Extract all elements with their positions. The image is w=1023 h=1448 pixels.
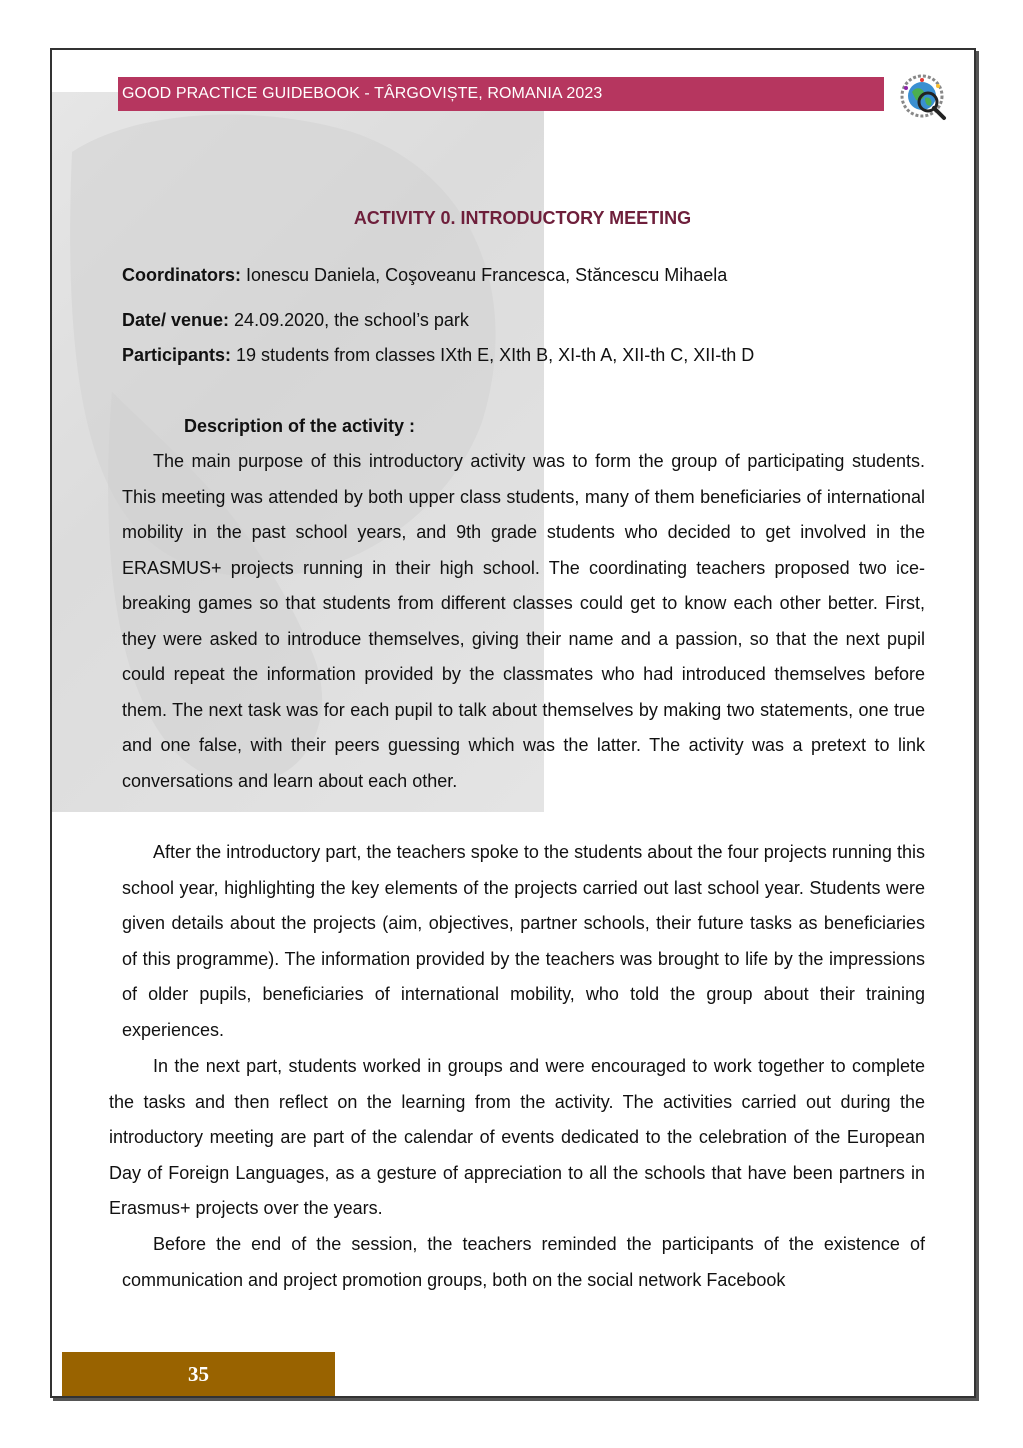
coordinators-value: Ionescu Daniela, Coşoveanu Francesca, Stăncescu Mihaela	[241, 265, 728, 285]
coordinators-line	[122, 265, 727, 286]
date-venue-label: Date/ venue:	[122, 310, 230, 330]
header-banner	[118, 77, 884, 111]
date-venue-line	[122, 310, 469, 331]
participants-line	[122, 345, 754, 366]
page-number: 35	[62, 1352, 335, 1396]
participants-value: 19 students from classes IXth E, XIth B, XI-th A, XII-th C, XII-th D	[231, 345, 755, 365]
date-venue-value: 24.09.2020, the school’s park	[229, 310, 469, 330]
paragraph-text: In the next part, students worked in groups and were encouraged to work together to complete the tasks and then reflect on the learning from the activity. The activities carried out during the introductory meeting are part of the calendar of events dedicated to the celebration of the European Day of Foreign Languages, as a gesture of appreciation to all the schools that have been partners in Erasmus+ projects over the years.	[109, 1056, 925, 1218]
paragraph-1	[122, 444, 925, 799]
coordinators-label: Coordinators:	[122, 265, 241, 285]
participants-label: Participants:	[122, 345, 232, 365]
paragraph-4	[122, 1227, 925, 1298]
paragraph-3	[109, 1049, 925, 1227]
header-title: GOOD PRACTICE GUIDEBOOK - TÂRGOVIȘTE, ROMANIA 2023	[122, 85, 603, 102]
paragraph-text: Before the end of the session, the teachers reminded the participants of the existence of communication and project promotion groups, both on the social network Facebook	[122, 1234, 925, 1290]
description-heading: Description of the activity :	[184, 416, 416, 436]
globe-magnifier-icon	[898, 72, 950, 124]
paragraph-text: After the introductory part, the teachers spoke to the students about the four projects running this school year, highlighting the key elements of the projects carried out last school year. Students were given details about the projects (aim, objectives, partner schools, their future tasks as beneficiaries of this programme). The information provided by the teachers was brought to life by the impressions of older pupils, beneficiaries of international mobility, who told the group about their training experiences.	[122, 842, 925, 1040]
paragraph-2	[122, 835, 925, 1048]
activity-title: ACTIVITY 0. INTRODUCTORY MEETING	[353, 208, 692, 228]
paragraph-text: The main purpose of this introductory activity was to form the group of participating students. This meeting was attended by both upper class students, many of them beneficiaries of international mobility in the past school years, and 9th grade students who decided to get involved in the ERASMUS+ projects running in their high school. The coordinating teachers proposed two ice-breaking games so that students from different classes could get to know each other better. First, they were asked to introduce themselves, giving their name and a passion, so that the next pupil could repeat the information provided by the classmates who had introduced themselves before them. The next task was for each pupil to talk about themselves by making two statements, one true and one false, with their peers guessing which was the latter. The activity was a pretext to link conversations and learn about each other.	[122, 451, 925, 791]
